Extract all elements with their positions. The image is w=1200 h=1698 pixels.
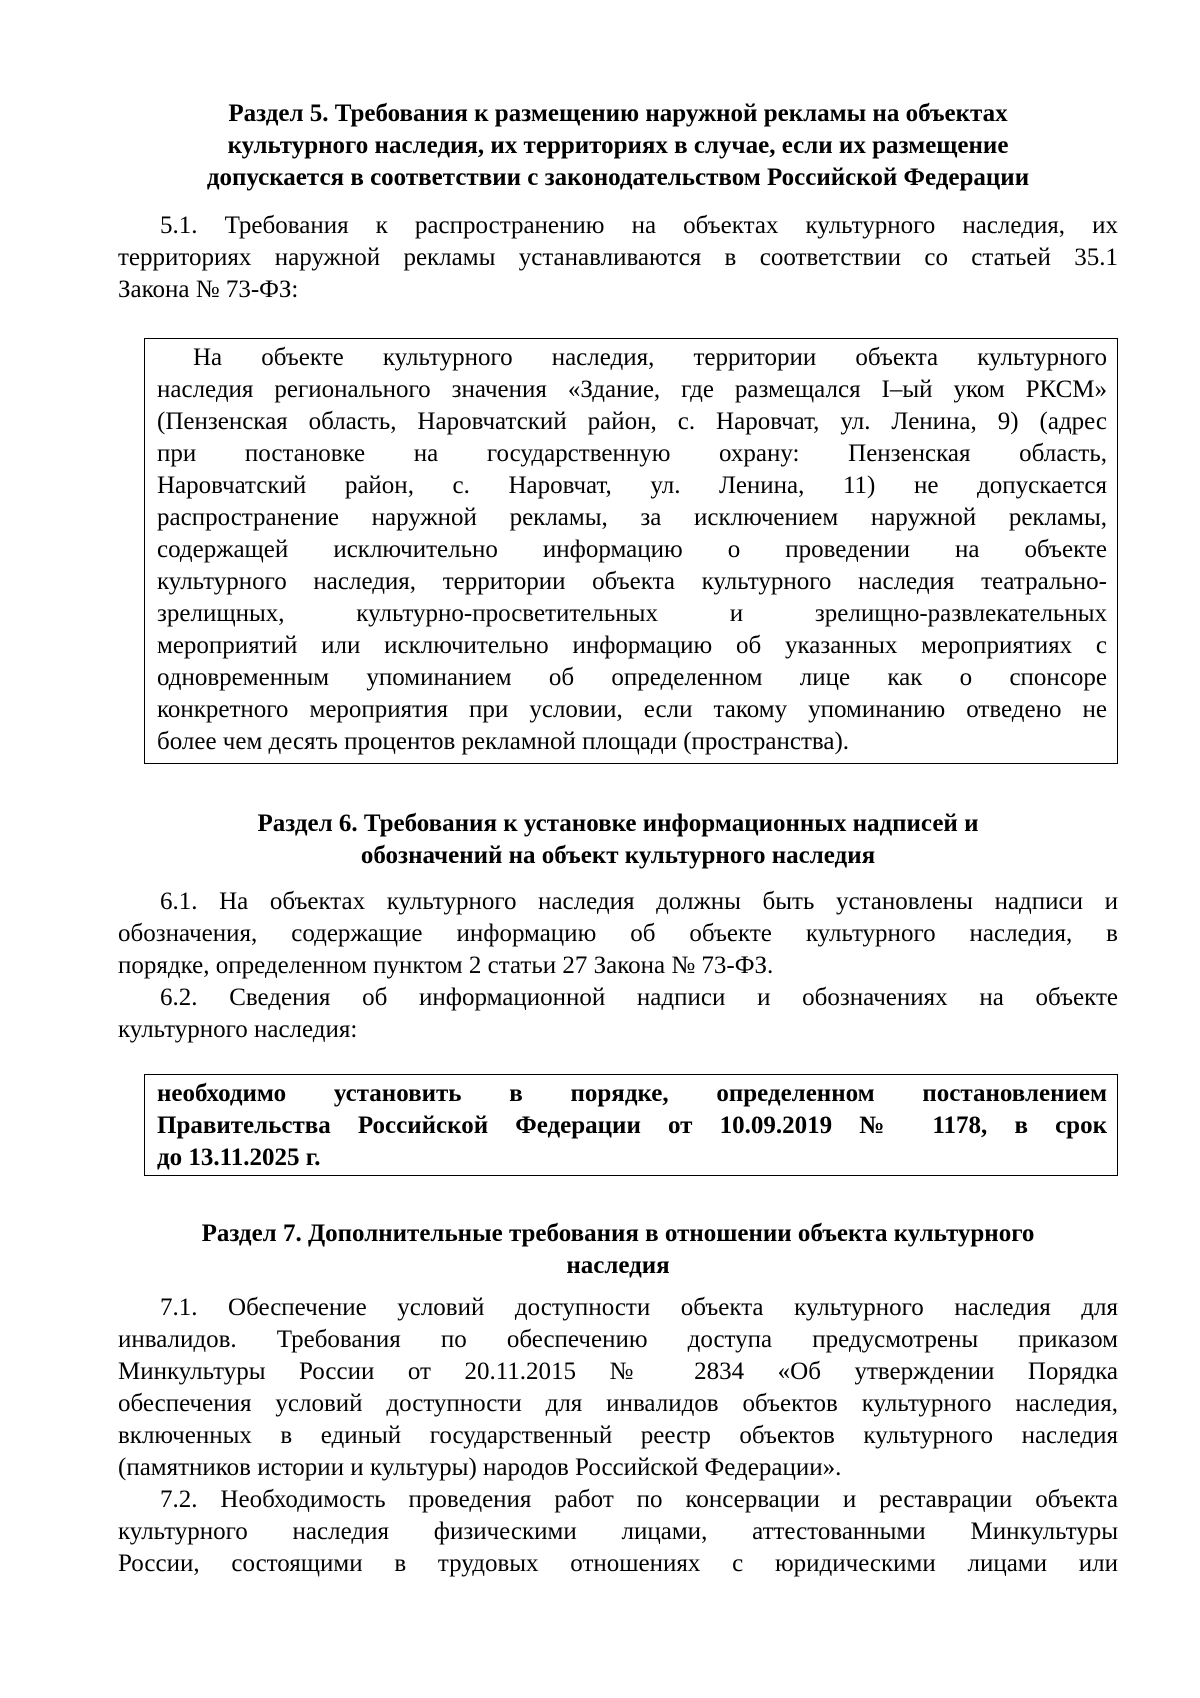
information-signs-box — [144, 1074, 1118, 1176]
paragraph-line: 6.2. Сведения об информационной надписи и обозначениях на объекте — [160, 984, 1118, 1011]
paragraph-7-1 — [118, 1292, 1118, 1484]
paragraph-line: культурного наследия физическими лицами, аттестованными Минкультуры — [118, 1518, 1118, 1545]
paragraph-line: Закона № 73-ФЗ: — [118, 276, 299, 303]
paragraph-line: (памятников истории и культуры) народов Российской Федерации». — [118, 1454, 842, 1481]
paragraph-6-1 — [118, 886, 1118, 982]
box-line: (Пензенская область, Наровчатский район, с. Наровчат, ул. Ленина, 9) (адрес — [157, 408, 1107, 435]
paragraph-line: порядке, определенном пунктом 2 статьи 27 Закона № 73-ФЗ. — [118, 952, 774, 979]
section-7-heading — [118, 1218, 1118, 1282]
section-6-heading — [118, 808, 1118, 872]
box-line: содержащей исключительно информацию о проведении на объекте — [157, 536, 1107, 563]
heading-line: обозначений на объект культурного наследия — [360, 842, 876, 869]
advertising-requirements-box — [144, 338, 1118, 764]
box-line: необходимо установить в порядке, определенном постановлением — [157, 1080, 1107, 1107]
heading-line: допускается в соответствии с законодательством Российской Федерации — [206, 164, 1030, 191]
paragraph-5-1 — [118, 210, 1118, 306]
section-5-heading — [118, 98, 1118, 194]
heading-line: Раздел 7. Дополнительные требования в отношении объекта культурного — [201, 1220, 1035, 1247]
box-line: культурного наследия, территории объекта культурного наследия театрально- — [157, 568, 1107, 595]
paragraph-line: Минкультуры России от 20.11.2015 № 2834 «Об утверждении Порядка — [118, 1358, 1118, 1385]
box-line: распространение наружной рекламы, за исключением наружной рекламы, — [157, 504, 1107, 531]
box-line: Наровчатский район, с. Наровчат, ул. Ленина, 11) не допускается — [157, 472, 1107, 499]
heading-line: культурного наследия, их территориях в случае, если их размещение — [227, 132, 1009, 159]
heading-line: Раздел 6. Требования к установке информационных надписей и — [257, 810, 979, 837]
box-line: мероприятий или исключительно информацию об указанных мероприятиях с — [157, 632, 1107, 659]
box-line: зрелищных, культурно-просветительных и зрелищно-развлекательных — [157, 600, 1107, 627]
paragraph-line: России, состоящими в трудовых отношениях с юридическими лицами или — [118, 1550, 1118, 1577]
box-line: Правительства Российской Федерации от 10.09.2019 № 1178, в срок — [157, 1112, 1107, 1139]
paragraph-line: 7.1. Обеспечение условий доступности объекта культурного наследия для — [160, 1294, 1118, 1321]
paragraph-line: включенных в единый государственный реестр объектов культурного наследия — [118, 1422, 1118, 1449]
box-line: На объекте культурного наследия, территории объекта культурного — [193, 344, 1107, 371]
paragraph-line: культурного наследия: — [118, 1016, 358, 1043]
box-line: при постановке на государственную охрану: Пензенская область, — [157, 440, 1107, 467]
paragraph-6-2 — [118, 982, 1118, 1046]
paragraph-line: 6.1. На объектах культурного наследия должны быть установлены надписи и — [160, 888, 1118, 915]
paragraph-line: территориях наружной рекламы устанавливаются в соответствии со статьей 35.1 — [118, 244, 1118, 271]
box-line: одновременным упоминанием об определенном лице как о спонсоре — [157, 664, 1107, 691]
box-line: более чем десять процентов рекламной площади (пространства). — [157, 728, 850, 755]
paragraph-line: обозначения, содержащие информацию об объекте культурного наследия, в — [118, 920, 1118, 947]
box-line: наследия регионального значения «Здание, где размещался I–ый уком РКСМ» — [157, 376, 1107, 403]
paragraph-line: 5.1. Требования к распространению на объектах культурного наследия, их — [160, 212, 1118, 239]
box-line: до 13.11.2025 г. — [157, 1144, 321, 1171]
heading-line: Раздел 5. Требования к размещению наружной рекламы на объектах — [228, 100, 1008, 127]
box-line: конкретного мероприятия при условии, если такому упоминанию отведено не — [157, 696, 1107, 723]
paragraph-line: обеспечения условий доступности для инвалидов объектов культурного наследия, — [118, 1390, 1118, 1417]
heading-line: наследия — [566, 1252, 670, 1279]
paragraph-line: 7.2. Необходимость проведения работ по консервации и реставрации объекта — [160, 1486, 1118, 1513]
paragraph-7-2 — [118, 1484, 1118, 1580]
paragraph-line: инвалидов. Требования по обеспечению доступа предусмотрены приказом — [118, 1326, 1118, 1353]
